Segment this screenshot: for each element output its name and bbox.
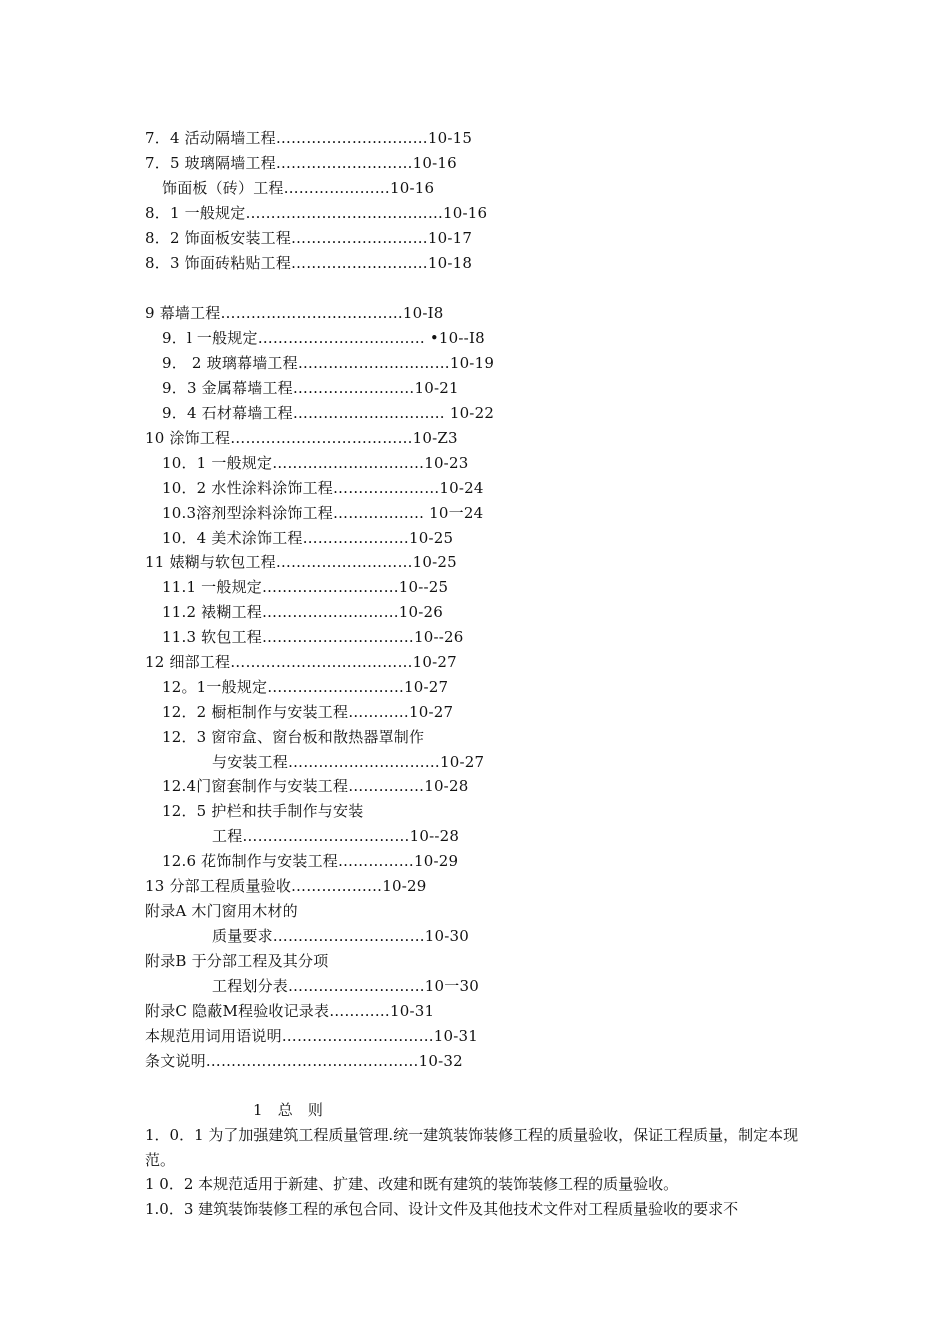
toc-line: 12.6 花饰制作与安装工程……………10-29	[162, 852, 459, 870]
toc-line: 9．3 金属幕墙工程……………………10-21	[162, 379, 459, 397]
toc-line: 本规范用词用语说明…………………………10-31	[145, 1027, 479, 1045]
paragraph: 1．0．1 为了加强建筑工程质量管理.统一建筑装饰装修工程的质量验收，保证工程质量，制定本现范。	[145, 1126, 799, 1169]
toc-line: 11.3 软包工程…………………………10--26	[162, 628, 464, 646]
paragraph: 1 0．2 本规范适用于新建、扩建、改建和既有建筑的装饰装修工程的质量验收。	[145, 1175, 679, 1193]
toc-line: 10．1 一般规定…………………………10-23	[162, 454, 469, 472]
toc-line: 9 幕墙工程………………………………10-I8	[145, 304, 444, 322]
toc-line: 10．2 水性涂料涂饰工程…………………10-24	[162, 479, 484, 497]
toc-line: 10.3溶剂型涂料涂饰工程……………… 10一24	[162, 504, 484, 522]
toc-line: 11 婊糊与软包工程………………………10-25	[145, 553, 457, 571]
toc-line: 9． 2 玻璃幕墙工程…………………………10-19	[162, 354, 495, 372]
toc-line: 7．5 玻璃隔墙工程………………………10-16	[145, 154, 457, 172]
toc-line: 附录C 隐蔽M程验收记录表…………10-31	[145, 1002, 435, 1020]
toc-line: 13 分部工程质量验收………………10-29	[145, 877, 427, 895]
toc-line: 12.4门窗套制作与安装工程……………10-28	[162, 777, 469, 795]
toc-line: 质量要求…………………………10-30	[212, 927, 470, 945]
toc-line: 12。1一般规定………………………10-27	[162, 678, 449, 696]
toc-line: 12．3 窗帘盒、窗台板和散热器罩制作	[162, 728, 425, 746]
toc-line: 附录B 于分部工程及其分项	[145, 952, 329, 970]
toc-line: 12 细部工程………………………………10-27	[145, 653, 457, 671]
toc-line: 8．1 一般规定…………………………………10-16	[145, 204, 488, 222]
toc-line: 11.2 裱糊工程………………………10-26	[162, 603, 444, 621]
toc-line: 9．l 一般规定…………………………… •10--I8	[162, 329, 485, 347]
toc-line: 工程划分表………………………10一30	[212, 977, 479, 995]
toc-line: 与安装工程…………………………10-27	[212, 753, 485, 771]
toc-line: 8．3 饰面砖粘贴工程………………………10-18	[145, 254, 473, 272]
toc-line: 7．4 活动隔墙工程…………………………10-15	[145, 129, 473, 147]
section-heading: 1 总 则	[253, 1101, 324, 1119]
toc-line: 12．5 护栏和扶手制作与安装	[162, 802, 364, 820]
toc-line: 10 涂饰工程………………………………10-Z3	[145, 429, 458, 447]
paragraph: 1.0．3 建筑装饰装修工程的承包合同、设计文件及其他技术文件对工程质量验收的要求不	[145, 1200, 739, 1218]
toc-line: 12．2 橱柜制作与安装工程…………10-27	[162, 703, 454, 721]
toc-line: 8．2 饰面板安装工程………………………10-17	[145, 229, 473, 247]
toc-line: 饰面板（砖）工程…………………10-16	[162, 179, 435, 197]
toc-line: 工程……………………………10--28	[212, 827, 460, 845]
toc-line: 11.1 一般规定………………………10--25	[162, 578, 449, 596]
toc-line: 9．4 石材幕墙工程………………………… 10-22	[162, 404, 495, 422]
toc-line: 附录A 木门窗用木材的	[145, 902, 298, 920]
toc-line: 条文说明……………………………………10-32	[145, 1052, 463, 1070]
toc-line: 10．4 美术涂饰工程…………………10-25	[162, 529, 454, 547]
